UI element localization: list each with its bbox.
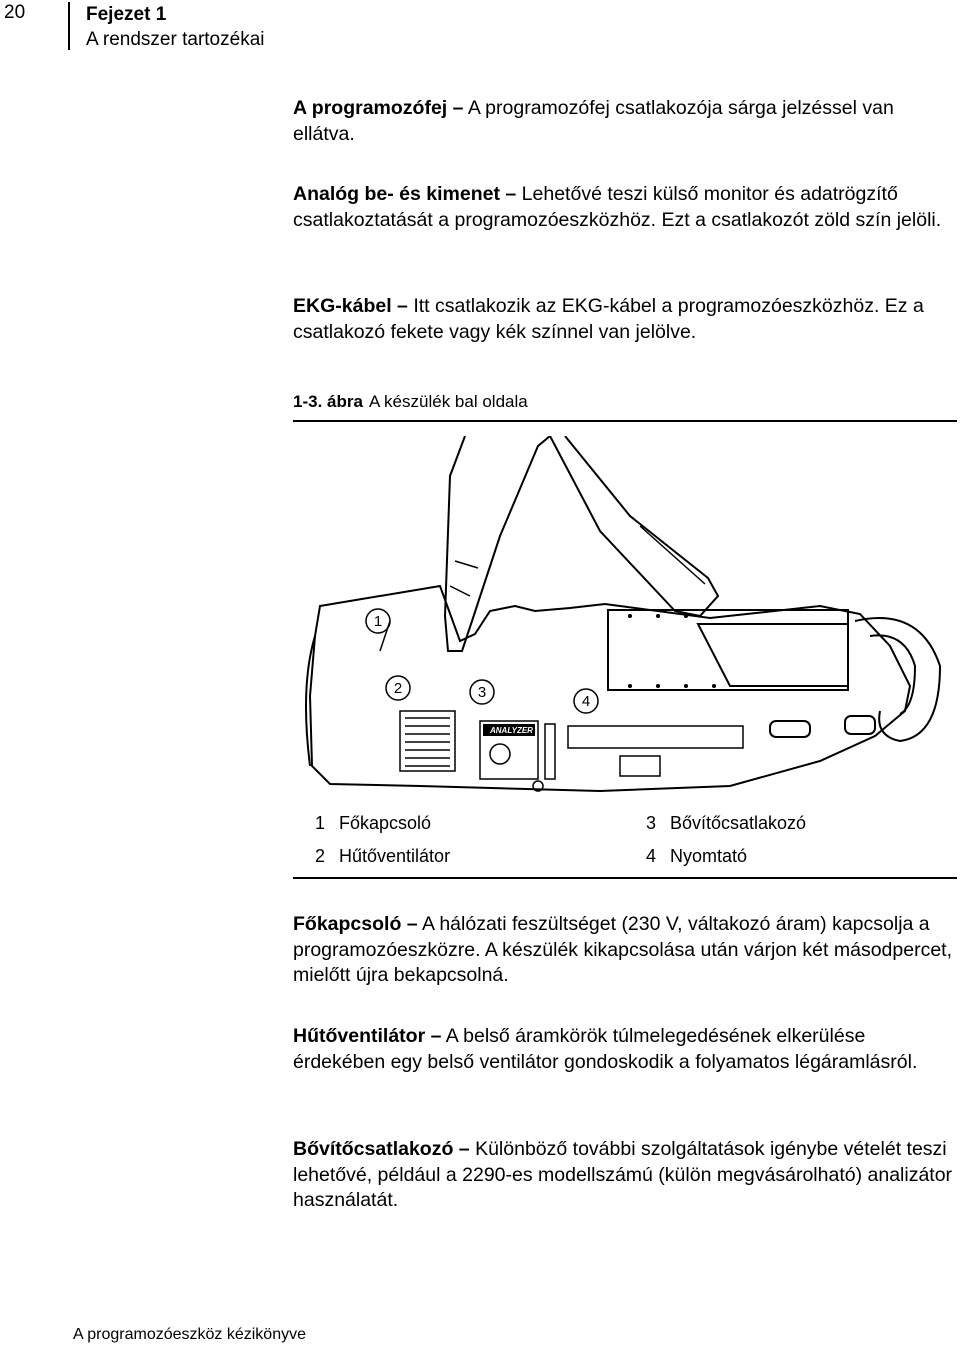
callout-1: 1 bbox=[373, 613, 383, 630]
paragraph-programming-head bbox=[293, 96, 958, 147]
legend-label: Hűtőventilátor bbox=[339, 846, 451, 866]
paragraph-text: A belső áramkörök túlmelegedésének elkerülése érdekében egy belső ventilátor gondoskodik a folyamatos légáramlásról. bbox=[293, 1025, 918, 1073]
figure-title: A készülék bal oldala bbox=[368, 392, 528, 411]
paragraph-text: Lehetővé teszi külső monitor és adatrögzítő csatlakoztatását a programozóeszközhöz. Ezt a csatlakozót zöld szín jelöli. bbox=[293, 183, 942, 231]
paragraph-text: Itt csatlakozik az EKG-kábel a programozóeszközhöz. Ez a csatlakozó fekete vagy kék színnel van jelölve. bbox=[293, 295, 924, 343]
legend-item-4 bbox=[646, 846, 747, 867]
callout-2: 2 bbox=[393, 680, 403, 697]
legend-item-3 bbox=[646, 813, 806, 834]
paragraph-term: Analóg be- és kimenet bbox=[293, 183, 500, 205]
paragraph-dash: – bbox=[505, 183, 517, 205]
paragraph-text: Különböző további szolgáltatások igénybe vételét teszi lehetővé, például a 2290-es modellszámú (külön megvásárolható) analizátor használatát. bbox=[293, 1138, 953, 1211]
legend-number: 1 bbox=[315, 813, 326, 833]
legend-number: 3 bbox=[646, 813, 657, 833]
paragraph-expansion-connector bbox=[293, 1137, 958, 1214]
paragraph-analog-io bbox=[293, 182, 958, 233]
paragraph-term: Bővítőcsatlakozó bbox=[293, 1138, 454, 1160]
analyzer-label: ANALYZER bbox=[490, 726, 533, 735]
paragraph-dash: – bbox=[406, 913, 418, 935]
paragraph-dash: – bbox=[397, 295, 408, 317]
paragraph-term: Főkapcsoló bbox=[293, 913, 402, 935]
chapter-label: Fejezet 1 bbox=[86, 4, 167, 25]
legend-item-1 bbox=[315, 813, 431, 834]
header-divider bbox=[68, 2, 70, 50]
paragraph-ecg-cable bbox=[293, 294, 958, 345]
figure-bottom-rule bbox=[293, 877, 957, 879]
paragraph-cooling-fan bbox=[293, 1024, 958, 1075]
paragraph-term: A programozófej bbox=[293, 97, 448, 119]
callout-3: 3 bbox=[477, 684, 487, 701]
legend-label: Főkapcsoló bbox=[339, 813, 432, 833]
page-number: 20 bbox=[4, 2, 26, 23]
paragraph-text: A programozófej csatlakozója sárga jelzéssel van ellátva. bbox=[293, 97, 894, 145]
paragraph-main-switch bbox=[293, 912, 958, 989]
paragraph-dash: – bbox=[458, 1138, 470, 1160]
footer-text: A programozóeszköz kézikönyve bbox=[73, 1326, 306, 1343]
paragraph-dash: – bbox=[452, 97, 464, 119]
figure-caption bbox=[293, 392, 528, 412]
legend-label: Bővítőcsatlakozó bbox=[670, 813, 807, 833]
paragraph-text: A hálózati feszültséget (230 V, váltakozó áram) kapcsolja a programozóeszközre. A készülék kikapcsolása után várjon két másodpercet, mielőtt újra bekapcsolná. bbox=[293, 913, 953, 986]
figure-number: 1-3. ábra bbox=[293, 392, 363, 411]
callout-4: 4 bbox=[581, 693, 591, 710]
legend-label: Nyomtató bbox=[670, 846, 748, 866]
legend-number: 4 bbox=[646, 846, 657, 866]
device-left-side-illustration bbox=[300, 436, 960, 806]
figure-top-rule bbox=[293, 420, 957, 422]
legend-number: 2 bbox=[315, 846, 326, 866]
chapter-header bbox=[86, 2, 264, 52]
paragraph-term: Hűtőventilátor bbox=[293, 1025, 426, 1047]
chapter-title: A rendszer tartozékai bbox=[86, 29, 265, 50]
paragraph-dash: – bbox=[430, 1025, 442, 1047]
legend-item-2 bbox=[315, 846, 450, 867]
paragraph-term: EKG-kábel bbox=[293, 295, 392, 317]
